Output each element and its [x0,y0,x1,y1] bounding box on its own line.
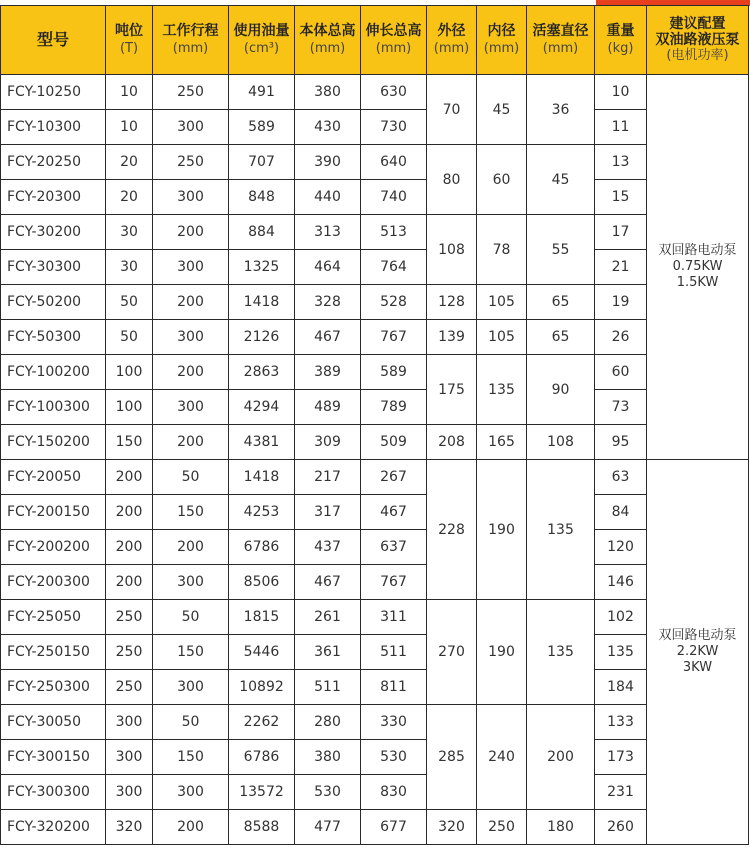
inner-dia-cell: 105 [477,320,527,355]
header-ext-height [361,6,427,75]
weight-cell: 13 [595,145,647,180]
body-height-cell: 390 [295,145,361,180]
tonnage-cell: 200 [106,495,153,530]
weight-cell: 84 [595,495,647,530]
outer-dia-cell: 270 [427,600,477,705]
outer-dia-cell: 285 [427,705,477,810]
oil-cell: 10892 [229,670,295,705]
piston-dia-cell: 55 [527,215,595,285]
ext-height-cell: 677 [361,810,427,845]
pump-power-1: 0.75KW [672,259,723,274]
model-cell: FCY-20300 [1,180,106,215]
weight-cell: 173 [595,740,647,775]
tonnage-cell: 50 [106,320,153,355]
table-row [1,390,749,425]
inner-dia-cell: 135 [477,355,527,425]
model-cell: FCY-150200 [1,425,106,460]
table-row [1,530,749,565]
stroke-cell: 300 [153,180,229,215]
inner-dia-cell: 190 [477,460,527,600]
inner-dia-cell: 60 [477,145,527,215]
stroke-cell: 50 [153,705,229,740]
stroke-cell: 300 [153,565,229,600]
stroke-cell: 200 [153,530,229,565]
weight-cell: 260 [595,810,647,845]
oil-cell: 13572 [229,775,295,810]
weight-cell: 15 [595,180,647,215]
body-height-cell: 464 [295,250,361,285]
table-row [1,705,749,740]
ext-height-cell: 509 [361,425,427,460]
model-cell: FCY-300300 [1,775,106,810]
weight-cell: 63 [595,460,647,495]
weight-cell: 133 [595,705,647,740]
outer-dia-cell: 80 [427,145,477,215]
header-body-height-unit: (mm) [309,41,346,56]
outer-dia-cell: 128 [427,285,477,320]
body-height-cell: 328 [295,285,361,320]
oil-cell: 4294 [229,390,295,425]
table-row [1,670,749,705]
model-cell: FCY-30300 [1,250,106,285]
tonnage-cell: 10 [106,110,153,145]
model-cell: FCY-250150 [1,635,106,670]
body-height-cell: 317 [295,495,361,530]
pump-power-2: 3KW [682,660,713,675]
ext-height-cell: 467 [361,495,427,530]
header-inner-dia-label: 内径 [487,23,516,39]
ext-height-cell: 311 [361,600,427,635]
stroke-cell: 300 [153,250,229,285]
ext-height-cell: 589 [361,355,427,390]
tonnage-cell: 250 [106,635,153,670]
piston-dia-cell: 200 [527,705,595,810]
weight-cell: 19 [595,285,647,320]
body-height-cell: 430 [295,110,361,145]
header-model: 型号 [1,6,106,75]
oil-cell: 8506 [229,565,295,600]
stroke-cell: 250 [153,75,229,110]
oil-cell: 2262 [229,705,295,740]
pump-name: 双回路电动泵 [658,243,737,258]
body-height-cell: 467 [295,565,361,600]
outer-dia-cell: 320 [427,810,477,845]
model-cell: FCY-30200 [1,215,106,250]
stroke-cell: 150 [153,740,229,775]
table-row [1,145,749,180]
tonnage-cell: 30 [106,250,153,285]
tonnage-cell: 300 [106,705,153,740]
header-oil-unit: (cm³) [243,41,280,56]
tonnage-cell: 320 [106,810,153,845]
model-cell: FCY-20250 [1,145,106,180]
stroke-cell: 200 [153,355,229,390]
oil-cell: 6786 [229,740,295,775]
body-height-cell: 261 [295,600,361,635]
piston-dia-cell: 65 [527,285,595,320]
weight-cell: 95 [595,425,647,460]
outer-dia-cell: 175 [427,355,477,425]
weight-cell: 102 [595,600,647,635]
weight-cell: 10 [595,75,647,110]
model-cell: FCY-300150 [1,740,106,775]
body-height-cell: 380 [295,740,361,775]
header-oil-label: 使用油量 [233,23,290,39]
stroke-cell: 300 [153,320,229,355]
ext-height-cell: 767 [361,320,427,355]
outer-dia-cell: 108 [427,215,477,285]
table-row [1,215,749,250]
header-stroke-label: 工作行程 [162,23,219,39]
oil-cell: 1325 [229,250,295,285]
tonnage-cell: 250 [106,600,153,635]
inner-dia-cell: 190 [477,600,527,705]
ext-height-cell: 789 [361,390,427,425]
piston-dia-cell: 90 [527,355,595,425]
header-pump-line1: 建议配置 [669,16,726,32]
header-stroke-unit: (mm) [172,41,209,56]
oil-cell: 4253 [229,495,295,530]
tonnage-cell: 300 [106,740,153,775]
body-height-cell: 437 [295,530,361,565]
stroke-cell: 150 [153,495,229,530]
ext-height-cell: 640 [361,145,427,180]
ext-height-cell: 830 [361,775,427,810]
stroke-cell: 300 [153,775,229,810]
header-weight-unit: (kg) [607,41,634,56]
body-height-cell: 280 [295,705,361,740]
tonnage-cell: 300 [106,775,153,810]
header-ext-height-unit: (mm) [375,41,412,56]
table-row [1,320,749,355]
tonnage-cell: 10 [106,75,153,110]
inner-dia-cell: 240 [477,705,527,810]
body-height-cell: 389 [295,355,361,390]
header-piston-dia-unit: (mm) [542,41,579,56]
table-row [1,425,749,460]
tonnage-cell: 250 [106,670,153,705]
oil-cell: 2863 [229,355,295,390]
piston-dia-cell: 65 [527,320,595,355]
table-row [1,355,749,390]
header-pump [647,6,749,75]
weight-cell: 120 [595,530,647,565]
table-row [1,565,749,600]
body-height-cell: 361 [295,635,361,670]
tonnage-cell: 150 [106,425,153,460]
table-body [1,75,749,845]
ext-height-cell: 330 [361,705,427,740]
tonnage-cell: 100 [106,390,153,425]
table-row [1,495,749,530]
stroke-cell: 300 [153,390,229,425]
ext-height-cell: 511 [361,635,427,670]
oil-cell: 884 [229,215,295,250]
model-cell: FCY-320200 [1,810,106,845]
tonnage-cell: 200 [106,530,153,565]
tonnage-cell: 20 [106,145,153,180]
header-piston-dia [527,6,595,75]
inner-dia-cell: 250 [477,810,527,845]
weight-cell: 11 [595,110,647,145]
model-cell: FCY-100300 [1,390,106,425]
stroke-cell: 200 [153,425,229,460]
pump-power-2: 1.5KW [676,275,719,290]
piston-dia-cell: 180 [527,810,595,845]
body-height-cell: 440 [295,180,361,215]
inner-dia-cell: 105 [477,285,527,320]
model-cell: FCY-200150 [1,495,106,530]
body-height-cell: 530 [295,775,361,810]
weight-cell: 21 [595,250,647,285]
tonnage-cell: 50 [106,285,153,320]
table-row [1,250,749,285]
body-height-cell: 477 [295,810,361,845]
model-cell: FCY-30050 [1,705,106,740]
header-pump-line3: (电机功率) [666,48,729,63]
model-cell: FCY-50200 [1,285,106,320]
piston-dia-cell: 36 [527,75,595,145]
oil-cell: 1418 [229,285,295,320]
weight-cell: 73 [595,390,647,425]
header-body-height [295,6,361,75]
outer-dia-cell: 70 [427,75,477,145]
stroke-cell: 150 [153,635,229,670]
tonnage-cell: 30 [106,215,153,250]
model-cell: FCY-100200 [1,355,106,390]
header-outer-dia [427,6,477,75]
weight-cell: 231 [595,775,647,810]
inner-dia-cell: 45 [477,75,527,145]
header-inner-dia-unit: (mm) [483,41,520,56]
oil-cell: 6786 [229,530,295,565]
ext-height-cell: 530 [361,740,427,775]
model-cell: FCY-200300 [1,565,106,600]
tonnage-cell: 20 [106,180,153,215]
outer-dia-cell: 139 [427,320,477,355]
body-height-cell: 313 [295,215,361,250]
ext-height-cell: 267 [361,460,427,495]
body-height-cell: 467 [295,320,361,355]
table-row [1,110,749,145]
header-row [1,6,749,75]
model-cell: FCY-250300 [1,670,106,705]
oil-cell: 589 [229,110,295,145]
stroke-cell: 200 [153,810,229,845]
stroke-cell: 200 [153,285,229,320]
header-stroke [153,6,229,75]
model-cell: FCY-10300 [1,110,106,145]
weight-cell: 184 [595,670,647,705]
table-row [1,775,749,810]
weight-cell: 26 [595,320,647,355]
table-row [1,75,749,110]
ext-height-cell: 767 [361,565,427,600]
oil-cell: 491 [229,75,295,110]
inner-dia-cell: 165 [477,425,527,460]
model-cell: FCY-25050 [1,600,106,635]
pump-cell [647,460,749,845]
header-oil [229,6,295,75]
ext-height-cell: 811 [361,670,427,705]
header-tonnage [106,6,153,75]
body-height-cell: 309 [295,425,361,460]
weight-cell: 146 [595,565,647,600]
header-outer-dia-unit: (mm) [433,41,470,56]
stroke-cell: 300 [153,670,229,705]
pump-cell [647,75,749,460]
tonnage-cell: 200 [106,565,153,600]
body-height-cell: 511 [295,670,361,705]
header-weight [595,6,647,75]
oil-cell: 8588 [229,810,295,845]
table-row [1,635,749,670]
header-outer-dia-label: 外径 [437,23,466,39]
table-row [1,810,749,845]
stroke-cell: 250 [153,145,229,180]
stroke-cell: 50 [153,460,229,495]
table-row [1,460,749,495]
outer-dia-cell: 228 [427,460,477,600]
oil-cell: 1418 [229,460,295,495]
header-weight-label: 重量 [606,23,635,39]
table-row [1,600,749,635]
ext-height-cell: 630 [361,75,427,110]
piston-dia-cell: 108 [527,425,595,460]
outer-dia-cell: 208 [427,425,477,460]
body-height-cell: 217 [295,460,361,495]
spec-table [0,5,749,845]
oil-cell: 848 [229,180,295,215]
model-cell: FCY-200200 [1,530,106,565]
ext-height-cell: 513 [361,215,427,250]
header-body-height-label: 本体总高 [299,23,356,39]
tonnage-cell: 200 [106,460,153,495]
weight-cell: 60 [595,355,647,390]
ext-height-cell: 637 [361,530,427,565]
stroke-cell: 200 [153,215,229,250]
ext-height-cell: 764 [361,250,427,285]
ext-height-cell: 740 [361,180,427,215]
header-inner-dia [477,6,527,75]
tonnage-cell: 100 [106,355,153,390]
table-row [1,740,749,775]
inner-dia-cell: 78 [477,215,527,285]
header-ext-height-label: 伸长总高 [365,23,422,39]
header-pump-line2: 双油路液压泵 [655,32,740,48]
model-cell: FCY-10250 [1,75,106,110]
body-height-cell: 380 [295,75,361,110]
table-row [1,285,749,320]
oil-cell: 707 [229,145,295,180]
header-tonnage-label: 吨位 [115,23,143,39]
table-row [1,180,749,215]
piston-dia-cell: 45 [527,145,595,215]
pump-name: 双回路电动泵 [658,628,737,643]
stroke-cell: 50 [153,600,229,635]
header-tonnage-unit: (T) [119,41,139,56]
pump-power-1: 2.2KW [676,644,719,659]
piston-dia-cell: 135 [527,460,595,600]
body-height-cell: 489 [295,390,361,425]
ext-height-cell: 528 [361,285,427,320]
ext-height-cell: 730 [361,110,427,145]
oil-cell: 5446 [229,635,295,670]
weight-cell: 135 [595,635,647,670]
oil-cell: 2126 [229,320,295,355]
weight-cell: 17 [595,215,647,250]
header-piston-dia-label: 活塞直径 [532,23,589,39]
oil-cell: 1815 [229,600,295,635]
oil-cell: 4381 [229,425,295,460]
model-cell: FCY-50300 [1,320,106,355]
piston-dia-cell: 135 [527,600,595,705]
stroke-cell: 300 [153,110,229,145]
model-cell: FCY-20050 [1,460,106,495]
